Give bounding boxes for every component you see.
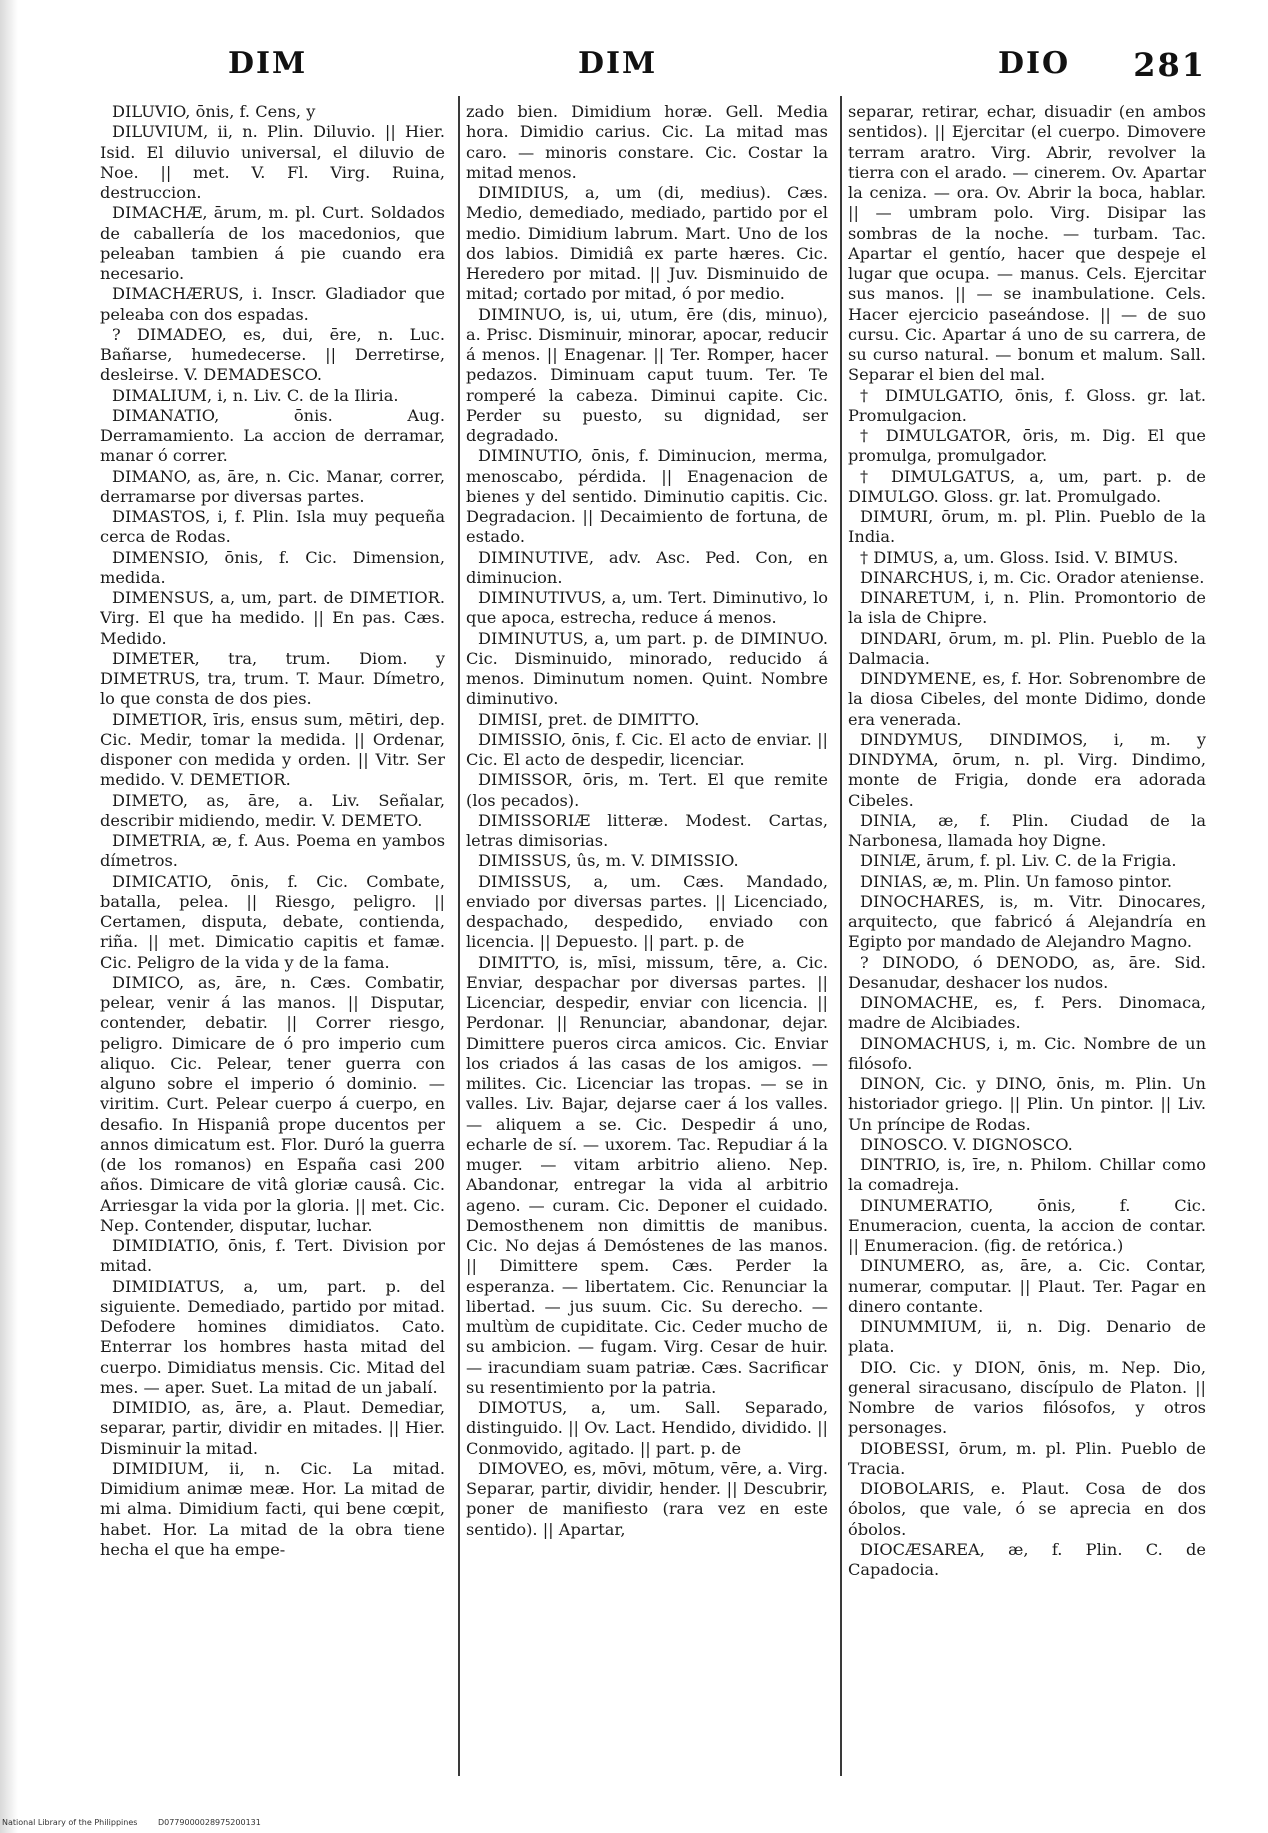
dictionary-entry: DINARETUM, i, n. Plin. Promontorio de la isla de Chipre. — [848, 588, 1206, 628]
dictionary-entry: DINDYMENE, es, f. Hor. Sobrenombre de la diosa Cibeles, del monte Didimo, donde era venerada. — [848, 669, 1206, 729]
dictionary-entry: DINUMERATIO, ōnis, f. Cic. Enumeracion, cuenta, la accion de contar. || Enumeracion. (fig. de retórica.) — [848, 1195, 1206, 1255]
dictionary-entry: DIMISSUS, ûs, m. V. DIMISSIO. — [478, 851, 739, 871]
dictionary-entry: DINOSCO. V. DIGNOSCO. — [860, 1134, 1073, 1154]
dictionary-entry: DIO. Cic. y DION, ōnis, m. Nep. Dio, general siracusano, discípulo de Platon. || Nombre de varios filósofos, y otros personages. — [848, 1357, 1206, 1438]
dictionary-entry: DIMENSUS, a, um, part. de DIMETIOR. Virg. El que ha medido. || En pas. Cæs. Medido. — [100, 588, 445, 648]
dictionary-entry: DIMALIUM, i, n. Liv. C. de la Iliria. — [112, 385, 399, 405]
dictionary-entry: DIOCÆSAREA, æ, f. Plin. C. de Capadocia. — [848, 1539, 1206, 1579]
dictionary-entry: DINTRIO, is, īre, n. Philom. Chillar como la comadreja. — [848, 1155, 1206, 1195]
dictionary-entry: DIMINUTUS, a, um part. p. de DIMINUO. Cic. Disminuido, minorado, reducido á menos. Diminutum nomen. Quint. Nombre diminutivo. — [466, 628, 828, 709]
header-left-guideword: DIM — [228, 46, 308, 81]
dictionary-entry: DIMIDIUM, ii, n. Cic. La mitad. Dimidium animæ meæ. Hor. La mitad de mi alma. Dimidium facti, qui bene cœpit, habet. Hor. La mitad de la obra tiene hecha el que ha empe- — [100, 1458, 445, 1559]
dictionary-entry: DIMINUTIVE, adv. Asc. Ped. Con, en diminucion. — [466, 547, 828, 587]
dictionary-entry: DIMINUO, is, ui, utum, ēre (dis, minuo), a. Prisc. Disminuir, minorar, apocar, reducir á menos. || Enagenar. || Ter. Romper, hacer pedazos. Diminuam caput tuum. Ter. Te romperé la cabeza. Diminui capite. Cic. Perder su puesto, su dignidad, ser degradado. — [466, 304, 828, 445]
column-rule-left — [458, 96, 460, 1776]
dictionary-entry: DIMASTOS, i, f. Plin. Isla muy pequeña cerca de Rodas. — [100, 507, 445, 547]
dictionary-entry: DINOCHARES, is, m. Vitr. Dinocares, arquitecto, que fabricó á Alejandría en Egipto por mandado de Alejandro Magno. — [848, 891, 1206, 952]
dictionary-entry: DIMANO, as, āre, n. Cic. Manar, correr, derramarse por diversas partes. — [100, 466, 445, 506]
dictionary-entry: DIMETER, tra, trum. Diom. y DIMETRUS, tra, trum. T. Maur. Dímetro, lo que consta de dos pies. — [100, 648, 445, 709]
dictionary-entry: DILUVIO, ōnis, f. Cens, y — [112, 102, 316, 121]
dictionary-entry: ? DIMADEO, es, dui, ēre, n. Luc. Bañarse, humedecerse. || Derretirse, desleirse. V. DEMADESCO. — [100, 324, 445, 385]
dictionary-entry: DIMURI, ōrum, m. pl. Plin. Pueblo de la India. — [848, 507, 1206, 547]
running-header — [0, 46, 1268, 96]
dictionary-entry: DIMISSUS, a, um. Cæs. Mandado, enviado por diversas partes. || Licenciado, despachado, despedido, enviado con licencia. || Depuesto. || part. p. de — [466, 871, 828, 952]
dictionary-entry: DINOMACHUS, i, m. Cic. Nombre de un filósofo. — [848, 1033, 1206, 1073]
dictionary-entry: DIMIDIATUS, a, um, part. p. del siguiente. Demediado, partido por mitad. Defodere homines dimidiatos. Cato. Enterrar los hombres hasta mitad del cuerpo. Dimidiatus mensis. Cic. Mitad del mes. — aper. Suet. La mitad de un jabalí. — [100, 1276, 445, 1397]
column-left — [100, 102, 445, 1782]
dictionary-entry: DINIA, æ, f. Plin. Ciudad de la Narbonesa, llamada hoy Digne. — [848, 810, 1206, 850]
dictionary-entry: DIMINUTIVUS, a, um. Tert. Diminutivo, lo que apoca, estrecha, reduce á menos. — [466, 588, 828, 628]
dictionary-entry: DIMIDIATIO, ōnis, f. Tert. Division por mitad. — [100, 1236, 445, 1276]
page-number: 281 — [1133, 46, 1206, 84]
page-edge-shadow — [0, 0, 18, 1833]
dictionary-entry: DILUVIUM, ii, n. Plin. Diluvio. || Hier. Isid. El diluvio universal, el diluvio de Noe. || met. V. Fl. Virg. Ruina, destruccion. — [100, 122, 445, 202]
dictionary-entry: DINIAS, æ, m. Plin. Un famoso pintor. — [860, 871, 1173, 891]
dictionary-entry: ? DINODO, ó DENODO, as, āre. Sid. Desanudar, deshacer los nudos. — [848, 952, 1206, 992]
dictionary-entry: † DIMULGATOR, ōris, m. Dig. El que promulga, promulgador. — [848, 426, 1206, 466]
dictionary-entry: separar, retirar, echar, disuadir (en ambos sentidos). || Ejercitar (el cuerpo. Dimovere terram aratro. Virg. Abrir, revolver la tierra con el arado. — cinerem. Ov. Apartar la ceniza. — ora. Ov. Abrir la boca, hablar. || — umbram polo. Virg. Disipar las sombras de la noche. — turbam. Tac. Apartar el gentío, hacer que despeje el lugar que ocupa. — manus. Cels. Ejercitar sus manos. || — se inambulatione. Cels. Hacer ejercicio paseándose. || — de suo cursu. Cic. Apartar á uno de su carrera, de su curso natural. — bonum et malum. Sall. Separar el bien del mal. — [848, 102, 1206, 385]
dictionary-entry: DIMIDIUS, a, um (di, medius). Cæs. Medio, demediado, mediado, partido por el medio. Dimidium labrum. Mart. Uno de los dos labios. Dimidiâ ex parte hæres. Cic. Heredero por mitad. || Juv. Disminuido de mitad; cortado por mitad, ó por medio. — [466, 183, 828, 304]
dictionary-entry: DIMISSORIÆ litteræ. Modest. Cartas, letras dimisorias. — [466, 810, 828, 850]
dictionary-entry: DIMINUTIO, ōnis, f. Diminucion, merma, menoscabo, pérdida. || Enagenacion de bienes y del sentido. Diminutio capitis. Cic. Degradacion. || Decaimiento de fortuna, de estado. — [466, 446, 828, 547]
dictionary-entry: DIMOTUS, a, um. Sall. Separado, distinguido. || Ov. Lact. Hendido, dividido. || Conmovido, agitado. || part. p. de — [466, 1398, 828, 1458]
scan-footer — [2, 1818, 279, 1827]
dictionary-entry: DINUMMIUM, ii, n. Dig. Denario de plata. — [848, 1317, 1206, 1357]
column-rule-right — [840, 96, 842, 1776]
dictionary-entry: DINDYMUS, DINDIMOS, i, m. y DINDYMA, ōrum, n. pl. Virg. Dindimo, monte de Frigia, donde era adorada Cibeles. — [848, 729, 1206, 810]
dictionary-entry: DINUMERO, as, āre, a. Cic. Contar, numerar, computar. || Plaut. Ter. Pagar en dinero contante. — [848, 1256, 1206, 1316]
dictionary-entry: DIMENSIO, ōnis, f. Cic. Dimension, medida. — [100, 547, 445, 587]
dictionary-entry: DIMETO, as, āre, a. Liv. Señalar, describir midiendo, medir. V. DEMETO. — [100, 790, 445, 830]
column-center — [466, 102, 828, 1782]
dictionary-entry: † DIMUS, a, um. Gloss. Isid. V. BIMUS. — [860, 547, 1179, 567]
dictionary-entry: DIMITTO, is, mīsi, missum, tēre, a. Cic. Enviar, despachar por diversas partes. || Licenciar, despedir, enviar con licencia. || Perdonar. || Renunciar, abandonar, dejar. Dimittere pueros circa amicos. Cic. Enviar los criados á las casas de los amigos. — milites. Cic. Licenciar las tropas. — se in valles. Liv. Bajar, dejarse caer á los valles. — aliquem a se. Cic. Despedir á uno, echarle de sí. — uxorem. Tac. Repudiar á la muger. — vitam arbitrio alieno. Nep. Abandonar, entregar la vida al arbitrio ageno. — curam. Cic. Deponer el cuidado. Demosthenem non dimittis de manibus. Cic. No dejas á Demóstenes de las manos. || Dimittere spem. Cæs. Perder la esperanza. — libertatem. Cic. Renunciar la libertad. — jus suum. Cic. Su derecho. — multùm de cupiditate. Cic. Ceder mucho de su ambicion. — fugam. Virg. Cesar de huir. — iracundiam suam patriæ. Cæs. Sacrificar su resentimiento por la patria. — [466, 952, 828, 1397]
dictionary-entry: DIMIDIO, as, āre, a. Plaut. Demediar, separar, partir, dividir en mitades. || Hier. Disminuir la mitad. — [100, 1398, 445, 1458]
dictionary-entry: DIMETRIA, æ, f. Aus. Poema en yambos dímetros. — [100, 831, 445, 871]
dictionary-entry: DIMISSIO, ōnis, f. Cic. El acto de enviar. || Cic. El acto de despedir, licenciar. — [466, 729, 828, 769]
dictionary-entry: DIMACHÆRUS, i. Inscr. Gladiador que peleaba con dos espadas. — [100, 284, 445, 324]
header-right-guideword: DIO — [998, 46, 1071, 81]
dictionary-entry: DIMETIOR, īris, ensus sum, mētiri, dep. Cic. Medir, tomar la medida. || Ordenar, disponer con medida y orden. || Vitr. Ser medido. V. DEMETIOR. — [100, 709, 445, 790]
footer-code: D0779000028975200131 — [157, 1818, 261, 1827]
dictionary-entry: DINARCHUS, i, m. Cic. Orador ateniense. — [860, 567, 1205, 587]
dictionary-entry: DIMICATIO, ōnis, f. Cic. Combate, batalla, pelea. || Riesgo, peligro. || Certamen, disputa, debate, contienda, riña. || met. Dimicatio capitis et famæ. Cic. Peligro de la vida y de la fama. — [100, 871, 445, 972]
dictionary-entry: DIMANATIO, ōnis. Aug. Derramamiento. La accion de derramar, manar ó correr. — [100, 405, 445, 466]
dictionary-entry: DIOBESSI, ōrum, m. pl. Plin. Pueblo de Tracia. — [848, 1438, 1206, 1478]
header-center-guideword: DIM — [578, 46, 658, 81]
dictionary-entry: † DIMULGATUS, a, um, part. p. de DIMULGO. Gloss. gr. lat. Promulgado. — [848, 466, 1206, 506]
dictionary-entry: DINDARI, ōrum, m. pl. Plin. Pueblo de la Dalmacia. — [848, 628, 1206, 668]
dictionary-entry: DIOBOLARIS, e. Plaut. Cosa de dos óbolos, que vale, ó se aprecia en dos óbolos. — [848, 1479, 1206, 1539]
dictionary-entry: DIMACHÆ, ārum, m. pl. Curt. Soldados de caballería de los macedonios, que peleaban tambien á pie cuando era necesario. — [100, 203, 445, 283]
dictionary-entry: DINON, Cic. y DINO, ōnis, m. Plin. Un historiador griego. || Plin. Un pintor. || Liv. Un príncipe de Rodas. — [848, 1074, 1206, 1134]
dictionary-entry: DIMOVEO, es, mōvi, mōtum, vēre, a. Virg. Separar, partir, dividir, hender. || Descubrir, poner de manifiesto (rara vez en este sentido). || Apartar, — [466, 1458, 828, 1539]
dictionary-entry: DIMISI, pret. de DIMITTO. — [478, 709, 700, 729]
dictionary-entry: † DIMULGATIO, ōnis, f. Gloss. gr. lat. Promulgacion. — [848, 385, 1206, 425]
dictionary-entry: DIMICO, as, āre, n. Cæs. Combatir, pelear, venir á las manos. || Disputar, contender, debatir. || Correr riesgo, peligro. Dimicare de ó pro imperio cum aliquo. Cic. Pelear, tener guerra con alguno sobre el imperio ó dominio. — viritim. Curt. Pelear cuerpo á cuerpo, en desafio. In Hispaniâ prope ducentos per annos dimicatum est. Flor. Duró la guerra (de los romanos) en España casi 200 años. Dimicare de vitâ gloriæ causâ. Cic. Arriesgar la vida por la gloria. || met. Cic. Nep. Contender, disputar, luchar. — [100, 972, 445, 1235]
column-right — [848, 102, 1206, 1782]
dictionary-entry: DINOMACHE, es, f. Pers. Dinomaca, madre de Alcibiades. — [848, 993, 1206, 1033]
dictionary-entry: DINIÆ, ārum, f. pl. Liv. C. de la Frigia. — [860, 851, 1177, 871]
footer-library: National Library of the Philippines — [2, 1818, 138, 1827]
dictionary-entry: zado bien. Dimidium horæ. Gell. Media hora. Dimidio carius. Cic. La mitad mas caro. — minoris constare. Cic. Costar la mitad menos. — [466, 102, 828, 182]
dictionary-entry: DIMISSOR, ōris, m. Tert. El que remite (los pecados). — [466, 770, 828, 810]
